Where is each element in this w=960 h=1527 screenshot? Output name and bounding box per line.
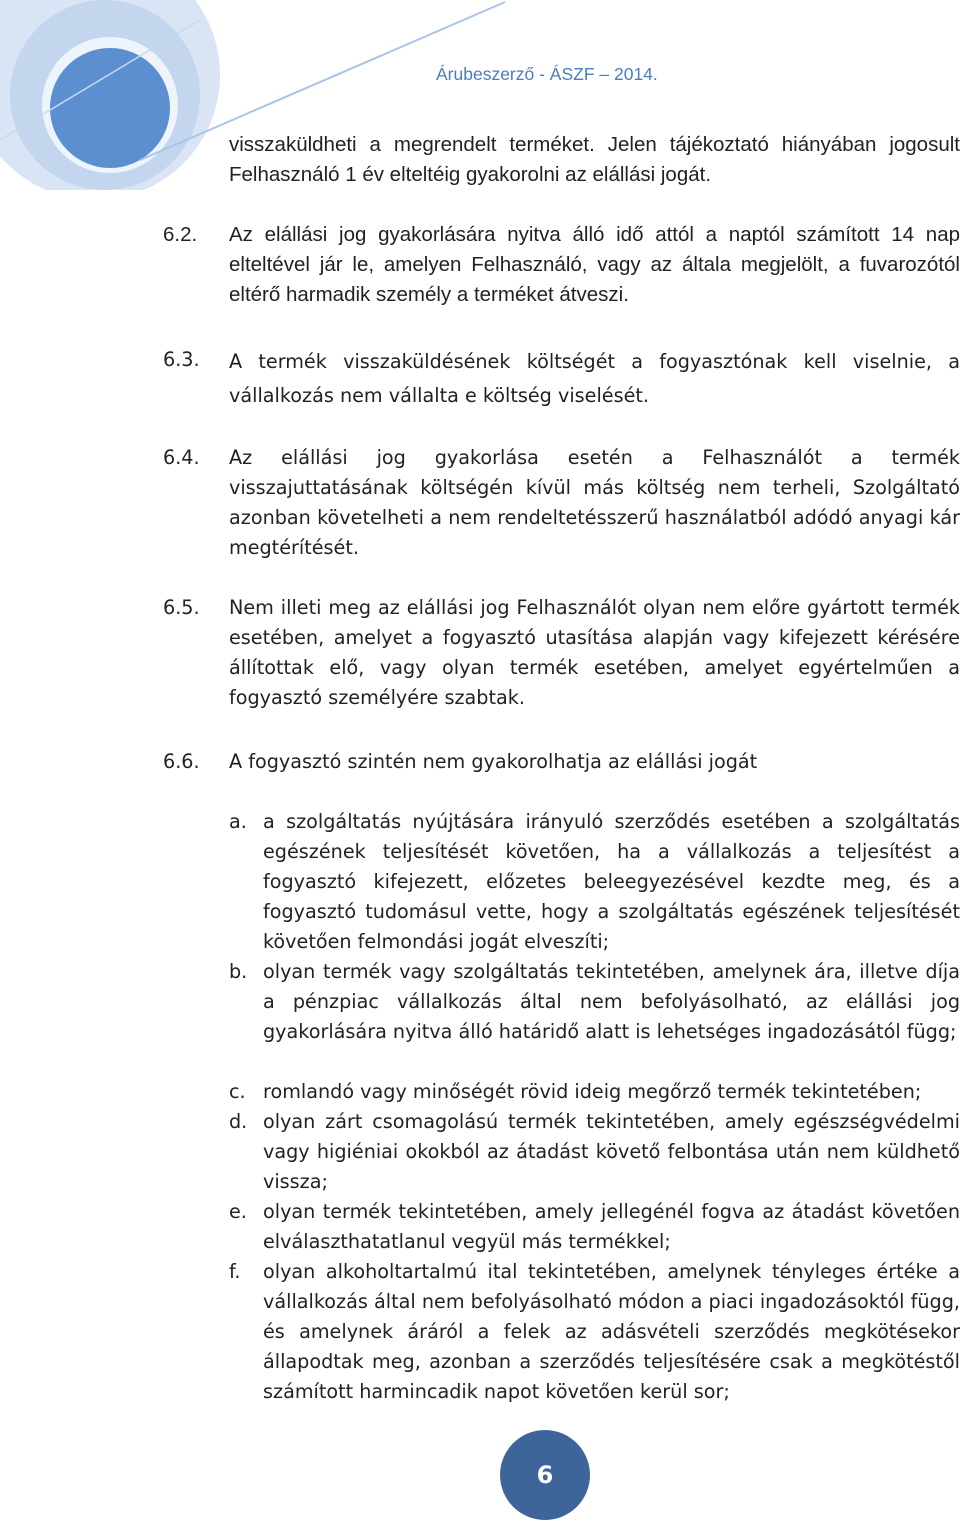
- decor-circle-inner: [50, 48, 170, 168]
- section-number: 6.6.: [163, 750, 200, 773]
- list-text: olyan termék vagy szolgáltatás tekintetében, amelynek ára, illetve díja a pénzpiac vállalkozás által nem befolyásolható, az elállási jog gyakorlására nyitva álló határidő alatt is lehetséges ingadozásától függ;: [263, 960, 960, 1043]
- intro-paragraph: visszaküldheti a megrendelt terméket. Jelen tájékoztató hiányában jogosult Felhasználó 1 év elteltéig gyakorolni az elállási jogát.: [229, 133, 960, 186]
- list-marker: c.: [229, 1080, 246, 1103]
- list-text: romlandó vagy minőségét rövid ideig megőrző termék tekintetében;: [263, 1080, 922, 1103]
- list-text: olyan termék tekintetében, amely jellegénél fogva az átadást követően elválaszthatatlanul vegyül más termékkel;: [263, 1200, 960, 1253]
- section-number: 6.2.: [163, 223, 198, 246]
- page-number-badge: 6: [500, 1430, 590, 1520]
- list-text: olyan alkoholtartalmú ital tekintetében, amelynek tényleges értéke a vállalkozás által nem befolyásolható módon a piaci ingadozásoktól függ, és amelynek áráról a felek az adásvételi szerződés megkötésekor állapodtak meg, azonban a szerződés teljesítésére csak a megkötéstől számított harmincadik napot követően kerül sor;: [263, 1260, 960, 1403]
- section-number: 6.4.: [163, 446, 200, 469]
- list-marker: e.: [229, 1200, 247, 1223]
- section-text: A fogyasztó szintén nem gyakorolhatja az elállási jogát: [229, 750, 758, 773]
- section-text: Nem illeti meg az elállási jog Felhasználót olyan nem előre gyártott termék esetében, amelyet a fogyasztó utasítása alapján vagy kifejezett kérésére állítottak elő, vagy olyan termék esetében, amelyet egyértelműen a fogyasztó személyére szabtak.: [229, 596, 960, 709]
- list-marker: b.: [229, 960, 248, 983]
- section-number: 6.5.: [163, 596, 200, 619]
- section-number: 6.3.: [163, 348, 200, 371]
- header-title: Árubeszerző - ÁSZF – 2014.: [436, 64, 658, 84]
- list-marker: f.: [229, 1260, 241, 1283]
- section-text: Az elállási jog gyakorlására nyitva álló idő attól a naptól számított 14 nap elteltével jár le, amelyen Felhasználó, vagy az általa megjelölt, a fuvarozótól eltérő harmadik személy a terméket átveszi.: [229, 223, 960, 306]
- list-text: a szolgáltatás nyújtására irányuló szerződés esetében a szolgáltatás egészének teljesítését követően, ha a vállalkozás a teljesítést a fogyasztó kifejezett, előzetes beleegyezésével kezdte meg, és a fogyasztó tudomásul vette, hogy a szolgáltatás egészének teljesítését követően felmondási jogát elveszíti;: [263, 810, 960, 953]
- list-marker: a.: [229, 810, 247, 833]
- section-text: Az elállási jog gyakorlása esetén a Felhasználót a termék visszajuttatásának költségén kívül más költség nem terheli, Szolgáltató azonban követelheti a nem rendeltetésszerű használatból adódó anyagi kár megtérítését.: [229, 446, 960, 559]
- list-text: olyan zárt csomagolású termék tekintetében, amely egészségvédelmi vagy higiéniai okokból az átadást követő felbontása után nem küldhető vissza;: [263, 1110, 960, 1193]
- list-marker: d.: [229, 1110, 248, 1133]
- section-text: A termék visszaküldésének költségét a fogyasztónak kell viselnie, a vállalkozás nem vállalta e költség viselését.: [229, 350, 960, 407]
